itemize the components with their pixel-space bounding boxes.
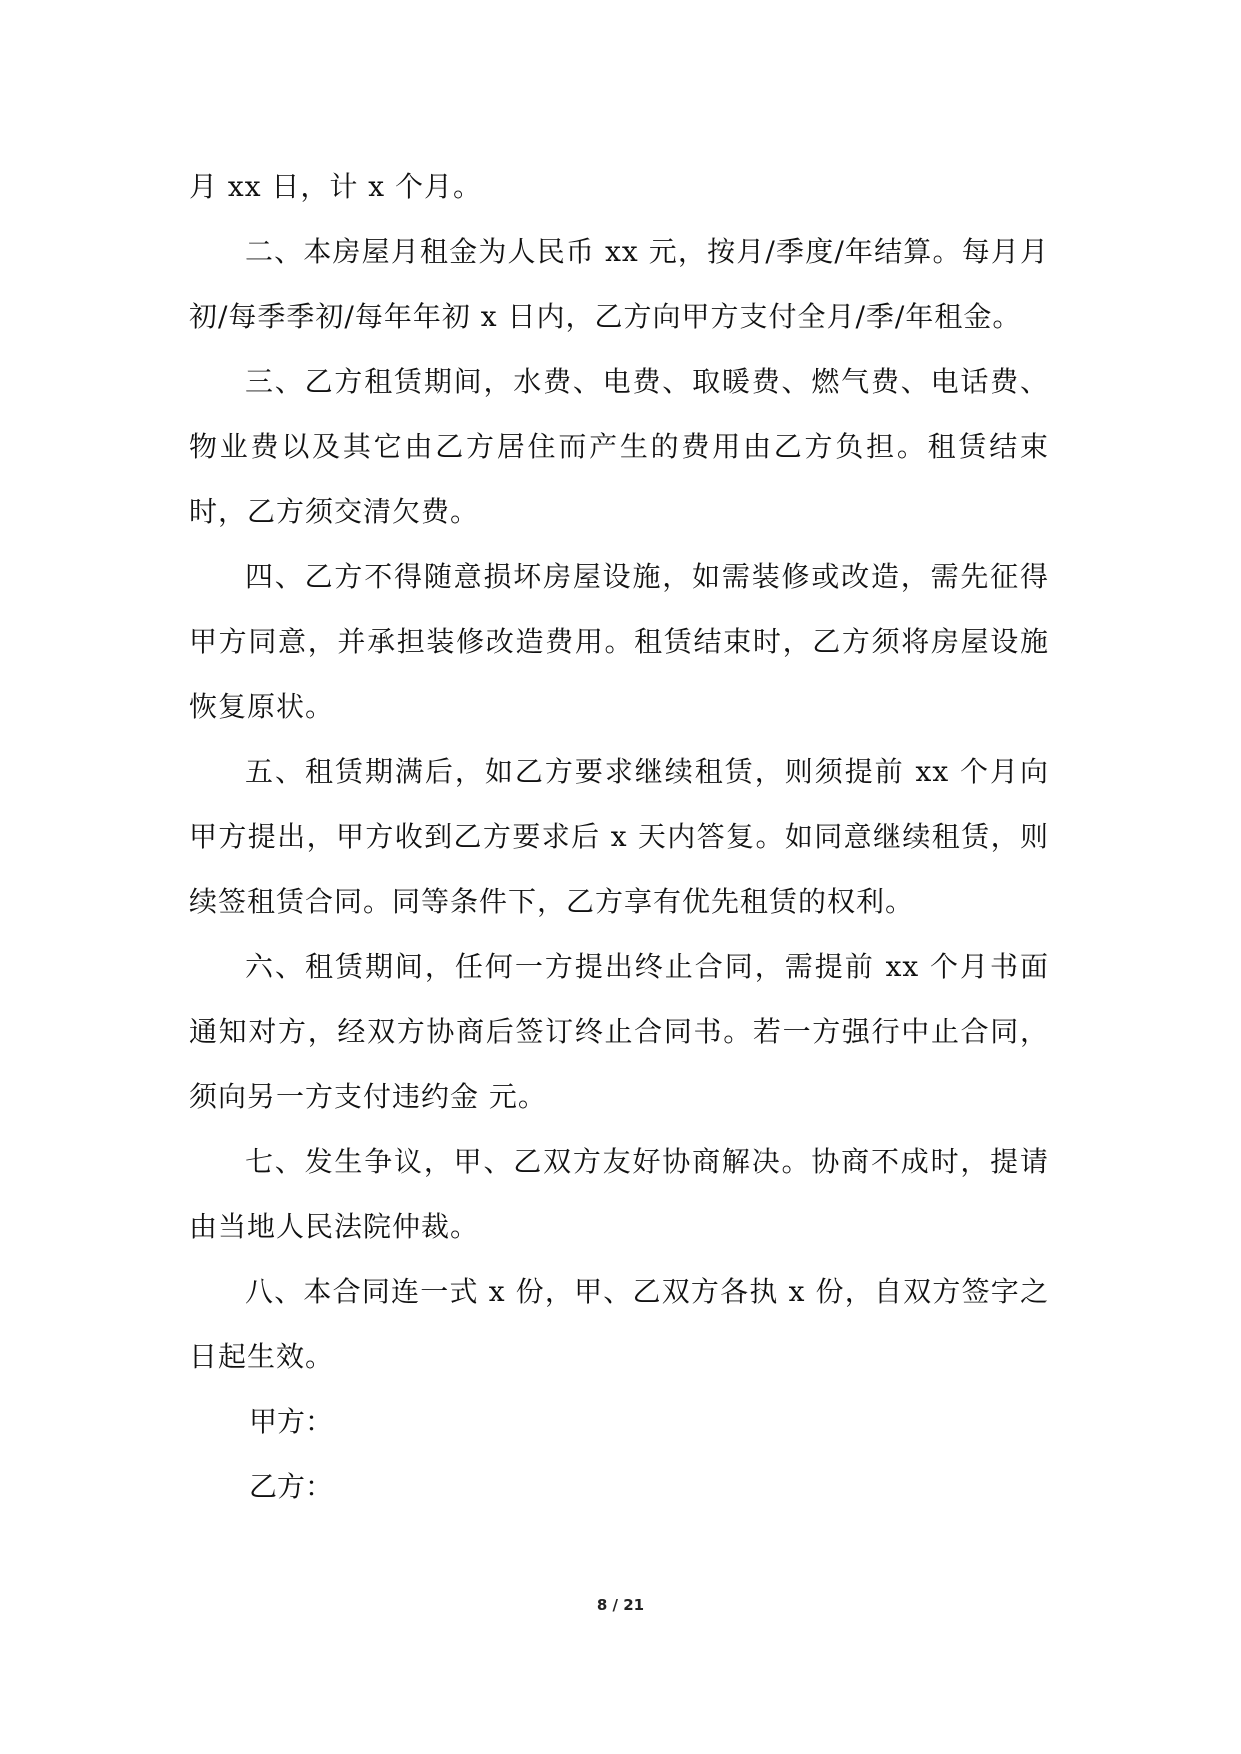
clause-4-facilities: 四、乙方不得随意损坏房屋设施，如需装修或改造，需先征得甲方同意，并承担装修改造费用。租赁结束时，乙方须将房屋设施恢复原状。 <box>189 560 1049 723</box>
signature-party-a: 甲方： <box>249 1405 334 1438</box>
clause-5-renewal: 五、租赁期满后，如乙方要求继续租赁，则须提前 xx 个月向甲方提出，甲方收到乙方要求后 x 天内答复。如同意继续租赁，则续签租赁合同。同等条件下，乙方享有优先租赁的权利。 <box>189 755 1049 918</box>
paragraph-continuation: 月 xx 日，计 x 个月。 <box>189 170 482 203</box>
clause-3-fees: 三、乙方租赁期间，水费、电费、取暖费、燃气费、电话费、物业费以及其它由乙方居住而产生的费用由乙方负担。租赁结束时，乙方须交清欠费。 <box>189 365 1049 528</box>
page-number: 8 / 21 <box>596 1596 645 1614</box>
clause-7-disputes: 七、发生争议，甲、乙双方友好协商解决。协商不成时，提请由当地人民法院仲裁。 <box>189 1145 1049 1243</box>
clause-8-copies: 八、本合同连一式 x 份，甲、乙双方各执 x 份，自双方签字之日起生效。 <box>189 1275 1049 1373</box>
clause-2-rent: 二、本房屋月租金为人民币 xx 元，按月/季度/年结算。每月月初/每季季初/每年年初 x 日内，乙方向甲方支付全月/季/年租金。 <box>189 235 1049 333</box>
document-body <box>189 154 1049 1519</box>
clause-6-termination: 六、租赁期间，任何一方提出终止合同，需提前 xx 个月书面通知对方，经双方协商后签订终止合同书。若一方强行中止合同，须向另一方支付违约金 元。 <box>189 950 1049 1113</box>
signature-party-b: 乙方： <box>249 1470 334 1503</box>
